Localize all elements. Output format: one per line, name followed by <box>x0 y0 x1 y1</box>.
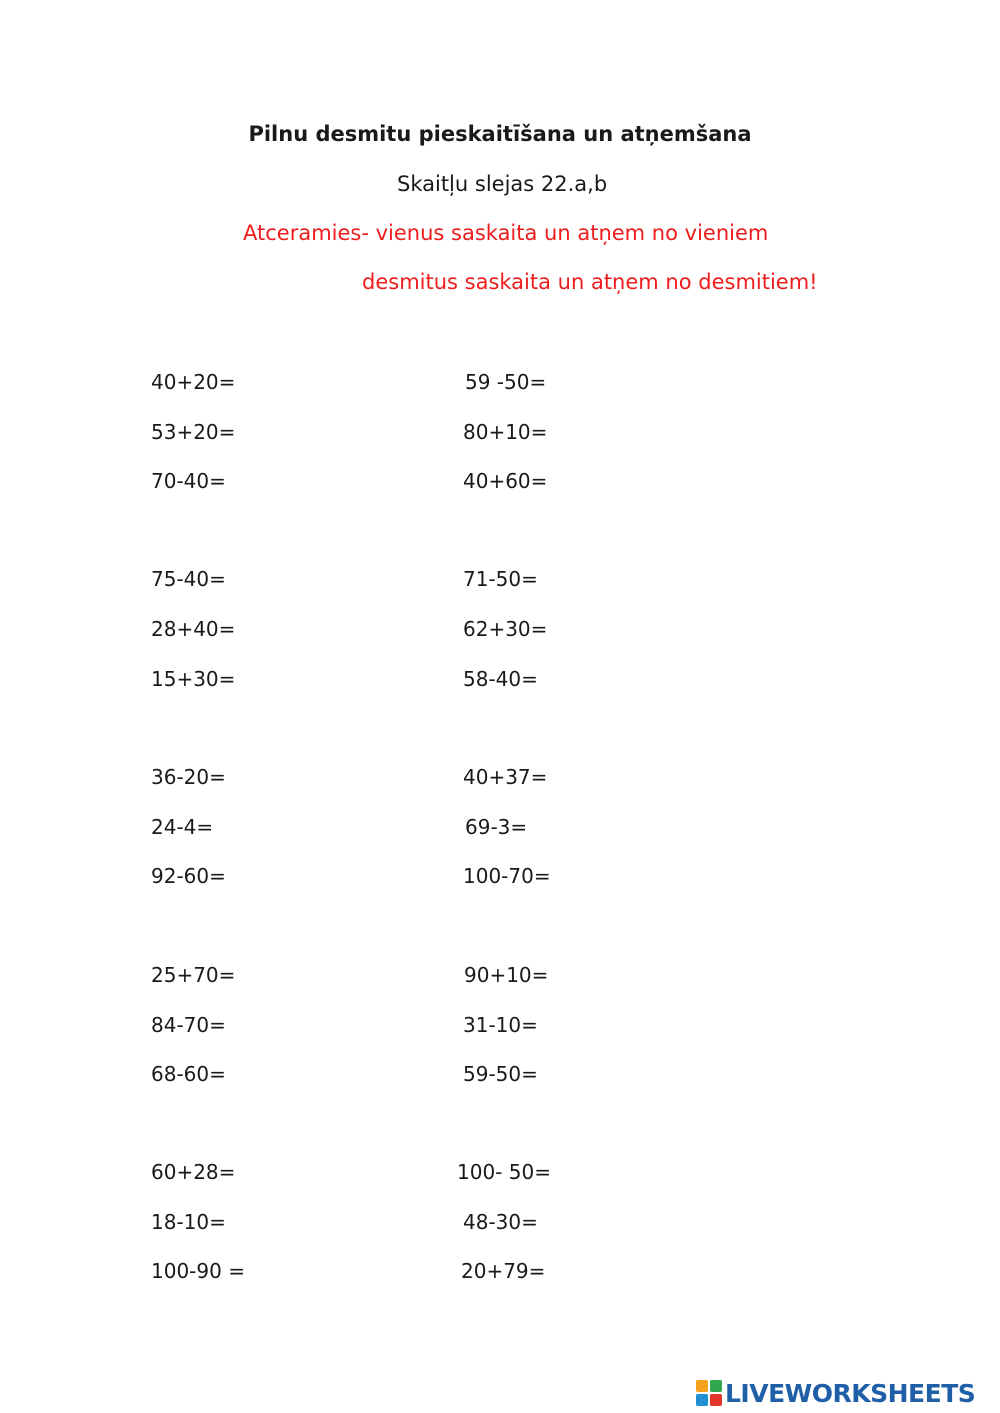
exercise-right-9: 100-70= <box>463 864 551 888</box>
exercise-right-14: 48-30= <box>463 1210 538 1234</box>
exercise-left-2: 53+20= <box>151 420 236 444</box>
exercise-left-11: 84-70= <box>151 1013 226 1037</box>
exercise-right-11: 31-10= <box>463 1013 538 1037</box>
page-subtitle: Skaitļu slejas 22.a,b <box>397 172 608 196</box>
exercise-right-15: 20+79= <box>461 1259 546 1283</box>
exercise-left-10: 25+70= <box>151 963 236 987</box>
exercise-right-3: 40+60= <box>463 469 548 493</box>
exercise-right-7: 40+37= <box>463 765 548 789</box>
exercise-left-13: 60+28= <box>151 1160 236 1184</box>
liveworksheets-logo <box>696 1378 975 1408</box>
exercise-right-13: 100- 50= <box>457 1160 551 1184</box>
exercise-right-2: 80+10= <box>463 420 548 444</box>
exercise-left-14: 18-10= <box>151 1210 226 1234</box>
page-title: Pilnu desmitu pieskaitīšana un atņemšana <box>248 122 752 146</box>
exercise-left-8: 24-4= <box>151 815 214 839</box>
logo-text: LIVEWORKSHEETS <box>725 1378 976 1408</box>
exercise-right-12: 59-50= <box>463 1062 538 1086</box>
exercise-left-15: 100-90 = <box>151 1259 245 1283</box>
exercise-right-8: 69-3= <box>465 815 528 839</box>
exercise-left-6: 15+30= <box>151 667 236 691</box>
exercise-left-3: 70-40= <box>151 469 226 493</box>
exercise-left-1: 40+20= <box>151 370 236 394</box>
exercise-left-7: 36-20= <box>151 765 226 789</box>
exercise-right-10: 90+10= <box>464 963 549 987</box>
exercise-left-5: 28+40= <box>151 617 236 641</box>
exercise-right-6: 58-40= <box>463 667 538 691</box>
logo-grid-icon <box>696 1380 722 1406</box>
exercise-left-9: 92-60= <box>151 864 226 888</box>
exercise-right-4: 71-50= <box>463 567 538 591</box>
exercise-left-4: 75-40= <box>151 567 226 591</box>
reminder-note-line-1: Atceramies- vienus saskaita un atņem no vieniem <box>243 221 769 245</box>
reminder-note-line-2: desmitus saskaita un atņem no desmitiem! <box>362 270 818 294</box>
exercise-right-1: 59 -50= <box>465 370 547 394</box>
exercise-left-12: 68-60= <box>151 1062 226 1086</box>
exercise-right-5: 62+30= <box>463 617 548 641</box>
